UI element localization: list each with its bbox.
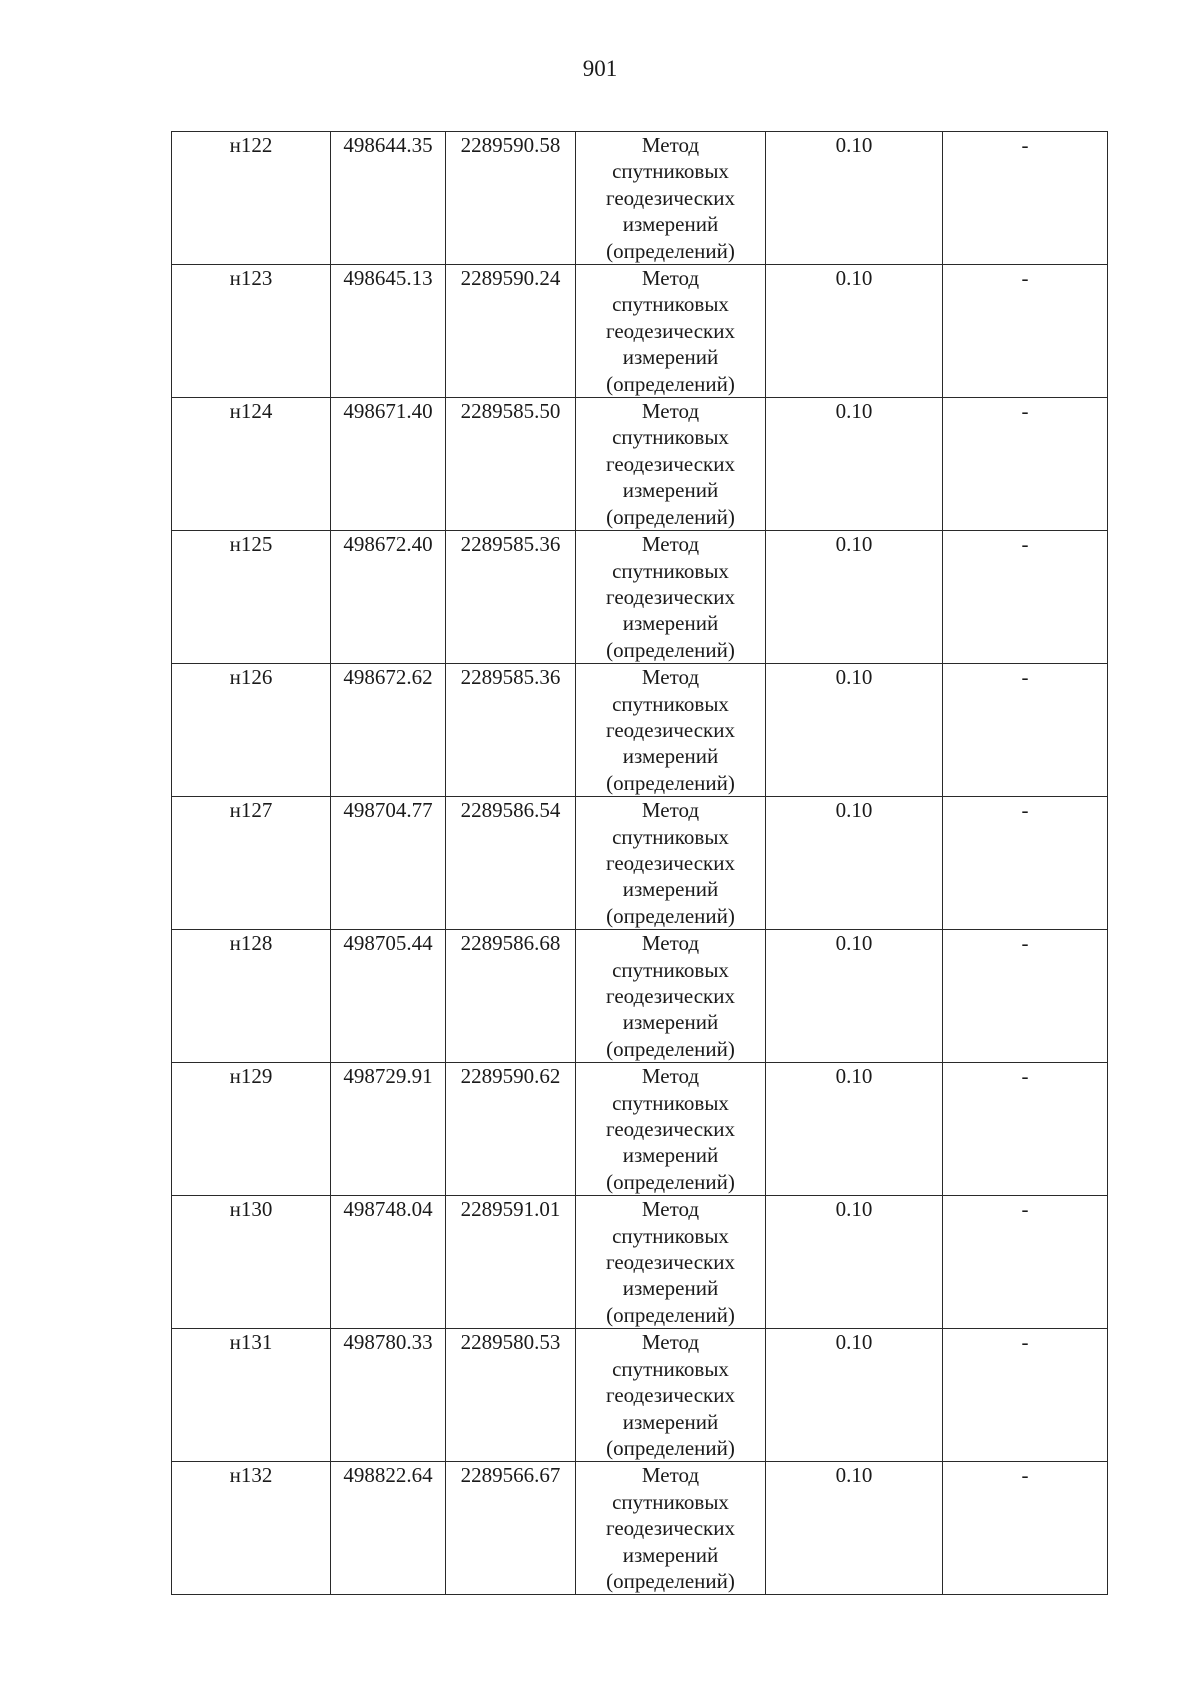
y-coordinate-cell: 2289586.68 xyxy=(446,930,576,1063)
y-coordinate-cell: 2289580.53 xyxy=(446,1329,576,1462)
method-line: спутниковых xyxy=(612,957,729,982)
x-coordinate-cell: 498671.40 xyxy=(331,398,446,531)
method-line: спутниковых xyxy=(612,824,729,849)
method-cell xyxy=(576,664,766,797)
method-line: Метод xyxy=(641,532,700,557)
method-cell xyxy=(576,797,766,930)
method-line: геодезических xyxy=(605,584,735,609)
point-name-cell: н129 xyxy=(172,1063,331,1196)
method-line: Метод xyxy=(641,1064,700,1089)
method-cell xyxy=(576,531,766,664)
method-line: геодезических xyxy=(605,1516,735,1541)
note-cell: - xyxy=(943,265,1108,398)
table-row xyxy=(172,930,1108,1063)
method-line: (определений) xyxy=(606,1568,735,1593)
y-coordinate-cell: 2289590.24 xyxy=(446,265,576,398)
point-name-cell: н125 xyxy=(172,531,331,664)
method-line: геодезических xyxy=(605,1383,735,1408)
method-line: (определений) xyxy=(606,1302,735,1327)
method-cell xyxy=(576,1063,766,1196)
x-coordinate-cell: 498672.62 xyxy=(331,664,446,797)
note-cell: - xyxy=(943,132,1108,265)
table-row xyxy=(172,1063,1108,1196)
method-line: измерений xyxy=(622,1010,719,1035)
note-cell: - xyxy=(943,797,1108,930)
method-line: измерений xyxy=(622,478,719,503)
x-coordinate-cell: 498645.13 xyxy=(331,265,446,398)
note-cell: - xyxy=(943,531,1108,664)
method-line: (определений) xyxy=(606,770,735,795)
y-coordinate-cell: 2289590.58 xyxy=(446,132,576,265)
y-coordinate-cell: 2289585.50 xyxy=(446,398,576,531)
note-cell: - xyxy=(943,930,1108,1063)
method-line: Метод xyxy=(641,1463,700,1488)
table-row xyxy=(172,132,1108,265)
method-line: измерений xyxy=(622,1276,719,1301)
point-name-cell: н128 xyxy=(172,930,331,1063)
method-line: геодезических xyxy=(605,717,735,742)
method-line: Метод xyxy=(641,266,700,291)
table-body xyxy=(172,132,1108,1595)
method-line: (определений) xyxy=(606,238,735,263)
point-name-cell: н124 xyxy=(172,398,331,531)
note-cell: - xyxy=(943,664,1108,797)
method-line: Метод xyxy=(641,798,700,823)
method-line: (определений) xyxy=(606,371,735,396)
accuracy-cell: 0.10 xyxy=(766,1063,943,1196)
method-line: (определений) xyxy=(606,504,735,529)
x-coordinate-cell: 498644.35 xyxy=(331,132,446,265)
method-cell xyxy=(576,1462,766,1595)
point-name-cell: н122 xyxy=(172,132,331,265)
accuracy-cell: 0.10 xyxy=(766,132,943,265)
table-row xyxy=(172,265,1108,398)
table-row xyxy=(172,664,1108,797)
accuracy-cell: 0.10 xyxy=(766,398,943,531)
x-coordinate-cell: 498729.91 xyxy=(331,1063,446,1196)
accuracy-cell: 0.10 xyxy=(766,930,943,1063)
point-name-cell: н126 xyxy=(172,664,331,797)
table-row xyxy=(172,797,1108,930)
method-line: Метод xyxy=(641,665,700,690)
x-coordinate-cell: 498704.77 xyxy=(331,797,446,930)
method-line: измерений xyxy=(622,877,719,902)
method-line: спутниковых xyxy=(612,159,729,184)
method-line: спутниковых xyxy=(612,691,729,716)
accuracy-cell: 0.10 xyxy=(766,265,943,398)
note-cell: - xyxy=(943,1462,1108,1595)
y-coordinate-cell: 2289585.36 xyxy=(446,664,576,797)
y-coordinate-cell: 2289586.54 xyxy=(446,797,576,930)
table-row xyxy=(172,1329,1108,1462)
method-line: спутниковых xyxy=(612,292,729,317)
note-cell: - xyxy=(943,1329,1108,1462)
method-line: геодезических xyxy=(605,451,735,476)
point-name-cell: н123 xyxy=(172,265,331,398)
method-line: спутниковых xyxy=(612,1090,729,1115)
method-line: Метод xyxy=(641,133,700,157)
method-line: геодезических xyxy=(605,318,735,343)
method-cell xyxy=(576,398,766,531)
point-name-cell: н132 xyxy=(172,1462,331,1595)
x-coordinate-cell: 498748.04 xyxy=(331,1196,446,1329)
accuracy-cell: 0.10 xyxy=(766,664,943,797)
method-line: измерений xyxy=(622,611,719,636)
method-line: спутниковых xyxy=(612,1356,729,1381)
method-line: геодезических xyxy=(605,1250,735,1275)
table-row xyxy=(172,1462,1108,1595)
note-cell: - xyxy=(943,1063,1108,1196)
method-line: (определений) xyxy=(606,637,735,662)
method-line: измерений xyxy=(622,345,719,370)
note-cell: - xyxy=(943,398,1108,531)
point-name-cell: н131 xyxy=(172,1329,331,1462)
y-coordinate-cell: 2289566.67 xyxy=(446,1462,576,1595)
method-line: измерений xyxy=(622,1542,719,1567)
x-coordinate-cell: 498705.44 xyxy=(331,930,446,1063)
accuracy-cell: 0.10 xyxy=(766,1462,943,1595)
table-row xyxy=(172,1196,1108,1329)
method-line: измерений xyxy=(622,744,719,769)
table-row xyxy=(172,531,1108,664)
method-line: измерений xyxy=(622,1409,719,1434)
method-line: (определений) xyxy=(606,903,735,928)
method-line: (определений) xyxy=(606,1435,735,1460)
accuracy-cell: 0.10 xyxy=(766,1329,943,1462)
page-number: 901 xyxy=(582,56,618,81)
table-row xyxy=(172,398,1108,531)
method-line: спутниковых xyxy=(612,558,729,583)
method-line: (определений) xyxy=(606,1169,735,1194)
method-line: Метод xyxy=(641,1197,700,1222)
method-cell xyxy=(576,1196,766,1329)
point-name-cell: н127 xyxy=(172,797,331,930)
method-line: Метод xyxy=(641,1330,700,1355)
method-line: Метод xyxy=(641,931,700,956)
y-coordinate-cell: 2289585.36 xyxy=(446,531,576,664)
accuracy-cell: 0.10 xyxy=(766,797,943,930)
method-line: спутниковых xyxy=(612,425,729,450)
point-name-cell: н130 xyxy=(172,1196,331,1329)
method-line: Метод xyxy=(641,399,700,424)
note-cell: - xyxy=(943,1196,1108,1329)
x-coordinate-cell: 498780.33 xyxy=(331,1329,446,1462)
method-cell xyxy=(576,132,766,265)
coordinates-table xyxy=(171,131,1108,1595)
y-coordinate-cell: 2289590.62 xyxy=(446,1063,576,1196)
method-line: спутниковых xyxy=(612,1223,729,1248)
method-line: геодезических xyxy=(605,1117,735,1142)
method-cell xyxy=(576,930,766,1063)
method-line: спутниковых xyxy=(612,1489,729,1514)
method-line: геодезических xyxy=(605,185,735,210)
method-line: измерений xyxy=(622,1143,719,1168)
x-coordinate-cell: 498672.40 xyxy=(331,531,446,664)
method-line: измерений xyxy=(622,212,719,237)
y-coordinate-cell: 2289591.01 xyxy=(446,1196,576,1329)
accuracy-cell: 0.10 xyxy=(766,531,943,664)
method-line: геодезических xyxy=(605,984,735,1008)
x-coordinate-cell: 498822.64 xyxy=(331,1462,446,1595)
method-line: (определений) xyxy=(606,1036,735,1061)
method-cell xyxy=(576,265,766,398)
accuracy-cell: 0.10 xyxy=(766,1196,943,1329)
method-line: геодезических xyxy=(605,850,735,875)
method-cell xyxy=(576,1329,766,1462)
